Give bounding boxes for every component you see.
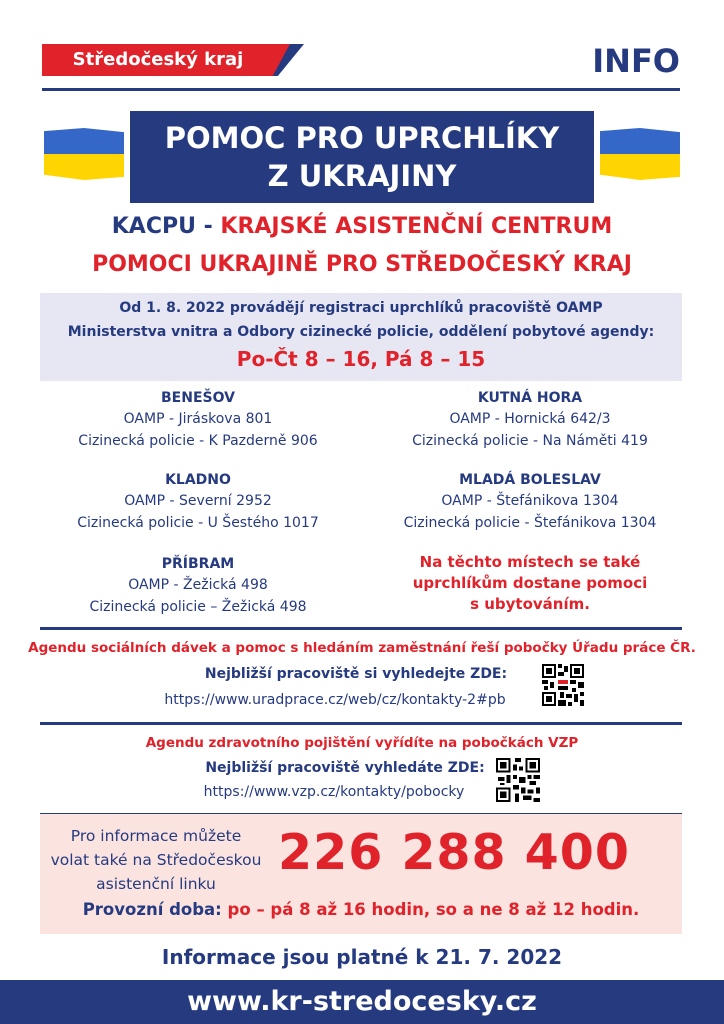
section-divider [40, 722, 682, 725]
subtitle-line-2: POMOCI UKRAJINĚ PRO STŘEDOČESKÝ KRAJ [92, 252, 632, 277]
office-benesov [38, 388, 358, 452]
accommodation-note [370, 552, 690, 615]
labour-find-text: Nejbližší pracoviště si vyhledejte ZDE: [204, 666, 508, 682]
contact-text-line-2: volat také na Středočeskou [50, 851, 262, 869]
accommodation-note-line-2: uprchlíkům dostane pomoci [412, 574, 648, 592]
labour-heading: Agendu sociálních dávek a pomoc s hledáním zaměstnání řeší pobočky Úřadu práce ČR. [28, 640, 696, 656]
header-divider [42, 88, 680, 91]
registration-line-2: Ministerstva vnitra a Odbory cizinecké policie, oddělení pobytové agendy: [67, 324, 655, 340]
operating-hours-value: po – pá 8 až 16 hodin, so a ne 8 až 12 hodin. [227, 900, 640, 919]
office-pribram [38, 554, 358, 618]
ukraine-flag-icon [600, 128, 680, 180]
operating-hours [40, 900, 682, 919]
office-police: Cizinecká policie - Štefánikova 1304 [403, 515, 657, 531]
office-oamp: OAMP - Jiráskova 801 [123, 411, 273, 427]
brand-tab [42, 44, 304, 76]
office-name: MLADÁ BOLESLAV [459, 472, 601, 488]
page-title [130, 111, 594, 203]
office-police: Cizinecká policie - U Šestého 1017 [77, 515, 319, 531]
accommodation-note-line-1: Na těchto místech se také [419, 553, 641, 571]
subtitle-red: KRAJSKÉ ASISTENČNÍ CENTRUM [220, 214, 613, 239]
qr-code-icon[interactable] [542, 664, 584, 706]
office-name: KLADNO [165, 472, 231, 488]
office-kutna-hora [370, 388, 690, 452]
contact-band [40, 814, 682, 934]
contact-text-line-3: asistenční linku [96, 875, 216, 893]
health-find-text: Nejbližší pracoviště vyhledáte ZDE: [205, 760, 485, 776]
office-police: Cizinecká policie - Na Náměti 419 [412, 433, 648, 449]
title-line-2: Z UKRAJINY [267, 159, 457, 193]
office-kladno [38, 470, 358, 534]
office-police: Cizinecká policie – Žežická 498 [89, 599, 307, 615]
validity-note: Informace jsou platné k 21. 7. 2022 [161, 945, 563, 969]
office-name: BENEŠOV [161, 390, 235, 406]
operating-hours-label: Provozní doba: [82, 900, 222, 919]
office-name: KUTNÁ HORA [477, 390, 583, 406]
info-label: INFO [592, 42, 680, 80]
health-heading: Agendu zdravotního pojištění vyřídíte na pobočkách VZP [145, 735, 579, 751]
phone-number[interactable]: 226 288 400 [278, 824, 630, 881]
section-divider [40, 627, 682, 630]
office-oamp: OAMP - Žežická 498 [128, 577, 268, 593]
brand-label: Středočeský kraj [72, 49, 244, 70]
contact-text [48, 824, 264, 896]
registration-line-1: Od 1. 8. 2022 provádějí registraci uprchlíků pracoviště OAMP [119, 300, 603, 316]
subtitle-line-1 [0, 214, 724, 239]
registration-band [40, 293, 682, 381]
office-police: Cizinecká policie - K Pazderně 906 [78, 433, 318, 449]
office-oamp: OAMP - Hornická 642/3 [449, 411, 611, 427]
office-oamp: OAMP - Severní 2952 [124, 493, 272, 509]
qr-code-icon[interactable] [496, 758, 540, 802]
office-mlada-boleslav [370, 470, 690, 534]
contact-text-line-1: Pro informace můžete [70, 827, 242, 845]
subtitle-prefix: KACPU - [111, 214, 221, 239]
office-oamp: OAMP - Štefánikova 1304 [441, 493, 619, 509]
office-name: PŘÍBRAM [161, 556, 235, 572]
registration-hours: Po-Čt 8 – 16, Pá 8 – 15 [236, 347, 486, 371]
health-url-link[interactable]: https://www.vzp.cz/kontakty/pobocky [203, 784, 465, 800]
title-line-1: POMOC PRO UPRCHLÍKY [164, 121, 560, 155]
labour-url-link[interactable]: https://www.uradprace.cz/web/cz/kontakty-2#pb [164, 692, 506, 708]
footer-url[interactable]: www.kr-stredocesky.cz [0, 980, 724, 1024]
ukraine-flag-icon [44, 128, 124, 180]
accommodation-note-line-3: s ubytováním. [470, 595, 590, 613]
